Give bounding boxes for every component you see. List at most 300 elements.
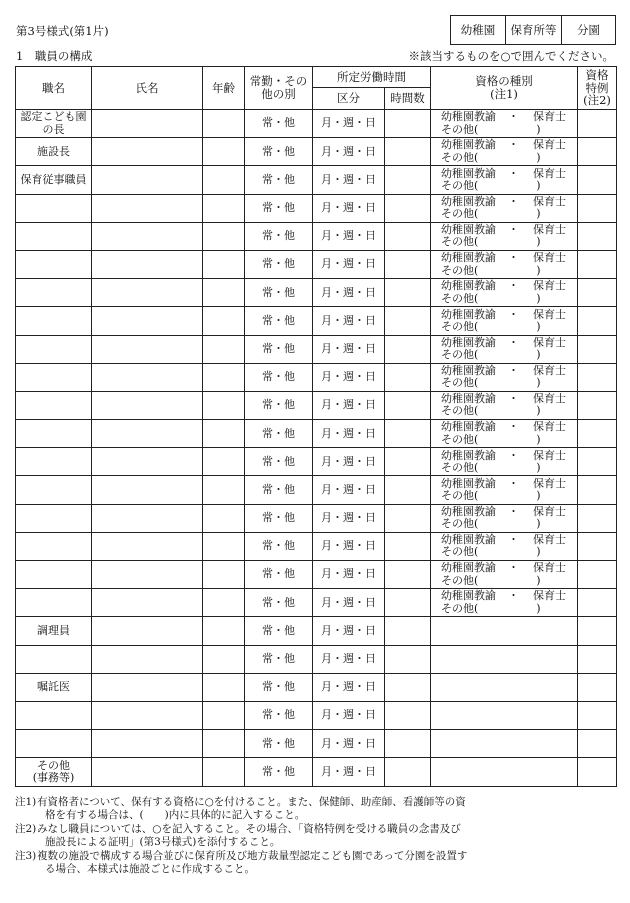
qual-special-cell[interactable] — [578, 758, 617, 786]
role-cell[interactable] — [16, 222, 92, 250]
period-cell[interactable]: 月・週・日 — [313, 110, 385, 138]
name-cell[interactable] — [92, 476, 203, 504]
role-cell[interactable] — [16, 730, 92, 758]
name-cell[interactable] — [92, 110, 203, 138]
age-cell[interactable] — [203, 476, 245, 504]
table-row — [16, 617, 617, 645]
name-cell[interactable] — [92, 279, 203, 307]
qual-kindergarten-teacher: 幼稚園教諭 — [441, 251, 496, 265]
qualification-cell[interactable] — [431, 673, 578, 701]
qual-kindergarten-teacher: 幼稚園教諭 — [441, 138, 496, 152]
name-cell[interactable] — [92, 673, 203, 701]
table-row — [16, 335, 617, 363]
qual-other-open: その他( — [441, 517, 479, 531]
qualification-cell[interactable] — [431, 166, 578, 194]
age-cell[interactable] — [203, 504, 245, 532]
qual-line2 — [441, 265, 577, 277]
role-cell[interactable] — [16, 335, 92, 363]
hours-count-cell[interactable] — [385, 335, 431, 363]
qual-special-cell[interactable] — [578, 532, 617, 560]
employment-cell[interactable]: 常・他 — [245, 307, 313, 335]
form-title: 第3号様式(第1片) — [16, 24, 109, 38]
type-option-kindergarten[interactable]: 幼稚園 — [451, 16, 506, 45]
age-cell[interactable] — [203, 166, 245, 194]
period-cell[interactable]: 月・週・日 — [313, 448, 385, 476]
name-cell[interactable] — [92, 561, 203, 589]
header-qual-type — [431, 67, 578, 110]
qual-separator: ・ — [508, 194, 519, 208]
employment-cell[interactable]: 常・他 — [245, 476, 313, 504]
age-cell[interactable] — [203, 561, 245, 589]
qual-kindergarten-teacher: 幼稚園教諭 — [441, 166, 496, 180]
name-cell[interactable] — [92, 645, 203, 673]
table-row — [16, 532, 617, 560]
table-row — [16, 448, 617, 476]
qualification-cell[interactable] — [431, 279, 578, 307]
qual-separator: ・ — [508, 504, 519, 518]
age-cell[interactable] — [203, 730, 245, 758]
table-row — [16, 673, 617, 701]
qual-other-open: その他( — [441, 601, 479, 615]
qual-childcare-worker: 保育士 — [533, 363, 566, 377]
qual-separator: ・ — [508, 138, 519, 152]
qual-childcare-worker: 保育士 — [533, 420, 566, 434]
hours-count-cell[interactable] — [385, 730, 431, 758]
role-cell[interactable] — [16, 250, 92, 278]
period-cell[interactable]: 月・週・日 — [313, 701, 385, 729]
qual-line2 — [441, 434, 577, 446]
age-cell[interactable] — [203, 673, 245, 701]
role-cell[interactable] — [16, 420, 92, 448]
qual-childcare-worker: 保育士 — [533, 223, 566, 237]
header-qual-special-line1: 資格 — [585, 67, 609, 82]
employment-cell[interactable]: 常・他 — [245, 758, 313, 786]
role-cell[interactable] — [16, 645, 92, 673]
qualification-cell[interactable] — [431, 476, 578, 504]
qualification-cell[interactable] — [431, 448, 578, 476]
qual-childcare-worker: 保育士 — [533, 448, 566, 462]
period-cell[interactable]: 月・週・日 — [313, 673, 385, 701]
note-2-line1: みなし職員については、○を記入すること。その場合、「資格特例を受ける職員の念書及び — [37, 822, 461, 835]
name-cell[interactable] — [92, 250, 203, 278]
hours-count-cell[interactable] — [385, 420, 431, 448]
qual-special-cell[interactable] — [578, 194, 617, 222]
qual-other-close: ) — [536, 122, 541, 136]
qual-special-cell[interactable] — [578, 279, 617, 307]
qual-line2 — [441, 518, 577, 530]
type-option-nursery[interactable]: 保育所等 — [506, 16, 562, 45]
qualification-cell[interactable] — [431, 138, 578, 166]
qualification-cell[interactable] — [431, 363, 578, 391]
employment-cell[interactable]: 常・他 — [245, 589, 313, 617]
qual-childcare-worker: 保育士 — [533, 533, 566, 547]
table-row — [16, 730, 617, 758]
period-cell[interactable]: 月・週・日 — [313, 589, 385, 617]
age-cell[interactable] — [203, 222, 245, 250]
qualification-cell[interactable] — [431, 617, 578, 645]
qual-special-cell[interactable] — [578, 561, 617, 589]
hours-count-cell[interactable] — [385, 758, 431, 786]
hours-count-cell[interactable] — [385, 476, 431, 504]
note-2-mark: 注2) — [15, 822, 37, 835]
name-cell[interactable] — [92, 194, 203, 222]
qual-childcare-worker: 保育士 — [533, 279, 566, 293]
note-1-line1: 有資格者について、保有する資格に○を付けること。また、保健師、助産師、看護師等の資 — [37, 796, 466, 808]
qual-childcare-worker: 保育士 — [533, 504, 566, 518]
hours-count-cell[interactable] — [385, 166, 431, 194]
employment-cell[interactable]: 常・他 — [245, 391, 313, 419]
qual-line2 — [441, 124, 577, 136]
qual-special-cell[interactable] — [578, 701, 617, 729]
qual-separator: ・ — [508, 476, 519, 490]
qual-other-open: その他( — [441, 460, 479, 474]
name-cell[interactable] — [92, 504, 203, 532]
qualification-cell[interactable] — [431, 391, 578, 419]
hours-count-cell[interactable] — [385, 645, 431, 673]
qual-childcare-worker: 保育士 — [533, 335, 566, 349]
employment-cell[interactable]: 常・他 — [245, 532, 313, 560]
hours-count-cell[interactable] — [385, 589, 431, 617]
hours-count-cell[interactable] — [385, 110, 431, 138]
age-cell[interactable] — [203, 448, 245, 476]
qual-kindergarten-teacher: 幼稚園教諭 — [441, 363, 496, 377]
qual-kindergarten-teacher: 幼稚園教諭 — [441, 504, 496, 518]
qualification-cell[interactable] — [431, 250, 578, 278]
qualification-cell[interactable] — [431, 758, 578, 786]
qualification-cell[interactable] — [431, 110, 578, 138]
age-cell[interactable] — [203, 194, 245, 222]
qual-special-cell[interactable] — [578, 391, 617, 419]
qual-separator: ・ — [508, 307, 519, 321]
qualification-cell[interactable] — [431, 307, 578, 335]
qual-other-open: その他( — [441, 319, 479, 333]
type-option-branch[interactable]: 分園 — [562, 16, 616, 45]
section-title: 1 職員の構成 — [16, 49, 93, 63]
name-cell[interactable] — [92, 448, 203, 476]
role-line2: の長 — [42, 122, 65, 136]
hours-count-cell[interactable] — [385, 194, 431, 222]
role-cell[interactable] — [16, 701, 92, 729]
period-cell[interactable]: 月・週・日 — [313, 222, 385, 250]
header-qual-special-line3: (注2) — [583, 93, 611, 108]
name-cell[interactable] — [92, 307, 203, 335]
period-cell[interactable]: 月・週・日 — [313, 532, 385, 560]
period-cell[interactable]: 月・週・日 — [313, 420, 385, 448]
qual-special-cell[interactable] — [578, 250, 617, 278]
name-cell[interactable] — [92, 758, 203, 786]
name-cell[interactable] — [92, 532, 203, 560]
qual-line2 — [441, 208, 577, 220]
role-cell[interactable] — [16, 476, 92, 504]
period-cell[interactable]: 月・週・日 — [313, 561, 385, 589]
qual-special-cell[interactable] — [578, 589, 617, 617]
qual-special-cell[interactable] — [578, 645, 617, 673]
role-line1: 調理員 — [37, 623, 70, 637]
employment-cell[interactable]: 常・他 — [245, 222, 313, 250]
period-cell[interactable]: 月・週・日 — [313, 250, 385, 278]
employment-cell[interactable]: 常・他 — [245, 701, 313, 729]
role-cell[interactable] — [16, 673, 92, 701]
role-line1: 保育従事職員 — [20, 172, 87, 186]
role-cell[interactable] — [16, 110, 92, 138]
role-line1: 施設長 — [37, 144, 70, 158]
age-cell[interactable] — [203, 645, 245, 673]
hours-count-cell[interactable] — [385, 222, 431, 250]
qual-separator: ・ — [508, 448, 519, 462]
qual-other-open: その他( — [441, 545, 479, 559]
qual-other-close: ) — [536, 263, 541, 277]
period-cell[interactable]: 月・週・日 — [313, 307, 385, 335]
name-cell[interactable] — [92, 589, 203, 617]
qual-special-cell[interactable] — [578, 504, 617, 532]
age-cell[interactable] — [203, 250, 245, 278]
qualification-cell[interactable] — [431, 222, 578, 250]
qual-other-close: ) — [536, 460, 541, 474]
age-cell[interactable] — [203, 617, 245, 645]
qual-special-cell[interactable] — [578, 138, 617, 166]
header-qual-special — [578, 67, 617, 110]
instruction-text: ※該当するものを○で囲んでください。 — [408, 49, 614, 63]
name-cell[interactable] — [92, 617, 203, 645]
qualification-cell[interactable] — [431, 194, 578, 222]
period-cell[interactable]: 月・週・日 — [313, 391, 385, 419]
qualification-cell[interactable] — [431, 730, 578, 758]
qual-other-open: その他( — [441, 432, 479, 446]
qual-special-cell[interactable] — [578, 420, 617, 448]
qualification-cell[interactable] — [431, 532, 578, 560]
hours-count-cell[interactable] — [385, 250, 431, 278]
note-1-mark: 注1) — [15, 796, 37, 808]
hours-count-cell[interactable] — [385, 279, 431, 307]
header-hours-count: 時間数 — [385, 88, 431, 110]
hours-count-cell[interactable] — [385, 673, 431, 701]
qual-special-cell[interactable] — [578, 335, 617, 363]
qual-other-close: ) — [536, 489, 541, 503]
hours-count-cell[interactable] — [385, 701, 431, 729]
hours-count-cell[interactable] — [385, 532, 431, 560]
qualification-cell[interactable] — [431, 589, 578, 617]
qual-special-cell[interactable] — [578, 307, 617, 335]
employment-cell[interactable]: 常・他 — [245, 673, 313, 701]
qual-other-close: ) — [536, 207, 541, 221]
qual-special-cell[interactable] — [578, 617, 617, 645]
hours-count-cell[interactable] — [385, 561, 431, 589]
age-cell[interactable] — [203, 589, 245, 617]
qual-kindergarten-teacher: 幼稚園教諭 — [441, 194, 496, 208]
age-cell[interactable] — [203, 279, 245, 307]
employment-cell[interactable]: 常・他 — [245, 138, 313, 166]
role-cell[interactable] — [16, 448, 92, 476]
age-cell[interactable] — [203, 138, 245, 166]
qual-other-close: ) — [536, 517, 541, 531]
name-cell[interactable] — [92, 420, 203, 448]
name-cell[interactable] — [92, 222, 203, 250]
role-cell[interactable] — [16, 194, 92, 222]
qual-special-cell[interactable] — [578, 166, 617, 194]
qualification-cell[interactable] — [431, 645, 578, 673]
role-cell[interactable] — [16, 363, 92, 391]
note-2 — [15, 823, 615, 850]
employment-cell[interactable]: 常・他 — [245, 730, 313, 758]
role-cell[interactable] — [16, 166, 92, 194]
period-cell[interactable]: 月・週・日 — [313, 138, 385, 166]
employment-cell[interactable]: 常・他 — [245, 504, 313, 532]
hours-count-cell[interactable] — [385, 138, 431, 166]
name-cell[interactable] — [92, 363, 203, 391]
qualification-cell[interactable] — [431, 420, 578, 448]
period-cell[interactable]: 月・週・日 — [313, 166, 385, 194]
role-cell[interactable] — [16, 138, 92, 166]
role-cell[interactable] — [16, 279, 92, 307]
qual-special-cell[interactable] — [578, 222, 617, 250]
facility-type-box — [450, 15, 616, 45]
age-cell[interactable] — [203, 391, 245, 419]
employment-cell[interactable]: 常・他 — [245, 448, 313, 476]
role-cell[interactable] — [16, 532, 92, 560]
qual-special-cell[interactable] — [578, 363, 617, 391]
qual-other-close: ) — [536, 348, 541, 362]
qual-childcare-worker: 保育士 — [533, 194, 566, 208]
table-row — [16, 420, 617, 448]
table-row — [16, 645, 617, 673]
qualification-cell[interactable] — [431, 504, 578, 532]
employment-cell[interactable]: 常・他 — [245, 617, 313, 645]
age-cell[interactable] — [203, 335, 245, 363]
age-cell[interactable] — [203, 110, 245, 138]
hours-count-cell[interactable] — [385, 448, 431, 476]
period-cell[interactable]: 月・週・日 — [313, 617, 385, 645]
qual-childcare-worker: 保育士 — [533, 138, 566, 152]
qual-kindergarten-teacher: 幼稚園教諭 — [441, 223, 496, 237]
name-cell[interactable] — [92, 391, 203, 419]
employment-cell[interactable]: 常・他 — [245, 250, 313, 278]
hours-count-cell[interactable] — [385, 504, 431, 532]
table-row — [16, 504, 617, 532]
header-qual-special-line2: 特例 — [585, 80, 609, 95]
qual-other-open: その他( — [441, 573, 479, 587]
period-cell[interactable]: 月・週・日 — [313, 758, 385, 786]
employment-cell[interactable]: 常・他 — [245, 110, 313, 138]
name-cell[interactable] — [92, 138, 203, 166]
age-cell[interactable] — [203, 363, 245, 391]
qual-kindergarten-teacher: 幼稚園教諭 — [441, 589, 496, 603]
header-employment-line1: 常勤・その — [249, 74, 308, 89]
employment-cell[interactable]: 常・他 — [245, 645, 313, 673]
name-cell[interactable] — [92, 701, 203, 729]
qual-separator: ・ — [508, 279, 519, 293]
hours-count-cell[interactable] — [385, 617, 431, 645]
period-cell[interactable]: 月・週・日 — [313, 194, 385, 222]
qual-kindergarten-teacher: 幼稚園教諭 — [441, 307, 496, 321]
qual-other-close: ) — [536, 601, 541, 615]
table-row — [16, 561, 617, 589]
role-cell[interactable] — [16, 391, 92, 419]
employment-cell[interactable]: 常・他 — [245, 194, 313, 222]
qual-other-close: ) — [536, 150, 541, 164]
qualification-cell[interactable] — [431, 701, 578, 729]
table-row — [16, 222, 617, 250]
role-cell[interactable] — [16, 617, 92, 645]
employment-cell[interactable]: 常・他 — [245, 561, 313, 589]
note-3-line2: る場合、本様式は施設ごとに作成すること。 — [45, 863, 255, 876]
qual-line2 — [441, 152, 577, 164]
age-cell[interactable] — [203, 307, 245, 335]
qualification-cell[interactable] — [431, 561, 578, 589]
period-cell[interactable]: 月・週・日 — [313, 476, 385, 504]
note-1-line2: 格を有する場合は、( )内に具体的に記入すること。 — [45, 809, 306, 822]
period-cell[interactable]: 月・週・日 — [313, 730, 385, 758]
role-cell[interactable] — [16, 307, 92, 335]
period-cell[interactable]: 月・週・日 — [313, 363, 385, 391]
age-cell[interactable] — [203, 701, 245, 729]
hours-count-cell[interactable] — [385, 363, 431, 391]
age-cell[interactable] — [203, 532, 245, 560]
qual-kindergarten-teacher: 幼稚園教諭 — [441, 476, 496, 490]
qual-line2 — [441, 405, 577, 417]
period-cell[interactable]: 月・週・日 — [313, 645, 385, 673]
qual-special-cell[interactable] — [578, 673, 617, 701]
qual-other-close: ) — [536, 291, 541, 305]
employment-cell[interactable]: 常・他 — [245, 420, 313, 448]
age-cell[interactable] — [203, 758, 245, 786]
role-cell[interactable] — [16, 758, 92, 786]
hours-count-cell[interactable] — [385, 307, 431, 335]
qual-other-close: ) — [536, 404, 541, 418]
name-cell[interactable] — [92, 166, 203, 194]
qual-line2 — [441, 293, 577, 305]
qual-line2 — [441, 462, 577, 474]
note-1 — [15, 796, 615, 823]
age-cell[interactable] — [203, 420, 245, 448]
qual-special-cell[interactable] — [578, 730, 617, 758]
qual-other-close: ) — [536, 235, 541, 249]
role-cell[interactable] — [16, 561, 92, 589]
qual-kindergarten-teacher: 幼稚園教諭 — [441, 392, 496, 406]
period-cell[interactable]: 月・週・日 — [313, 335, 385, 363]
employment-cell[interactable]: 常・他 — [245, 279, 313, 307]
qual-special-cell[interactable] — [578, 448, 617, 476]
table-row — [16, 307, 617, 335]
role-cell[interactable] — [16, 504, 92, 532]
hours-count-cell[interactable] — [385, 391, 431, 419]
name-cell[interactable] — [92, 335, 203, 363]
table-row — [16, 363, 617, 391]
period-cell[interactable]: 月・週・日 — [313, 504, 385, 532]
qual-line2 — [441, 377, 577, 389]
header-name: 氏名 — [92, 67, 203, 110]
qual-other-open: その他( — [441, 291, 479, 305]
header-employment — [245, 67, 313, 110]
qualification-cell[interactable] — [431, 335, 578, 363]
table-row — [16, 279, 617, 307]
table-row — [16, 476, 617, 504]
qual-other-close: ) — [536, 432, 541, 446]
qual-special-cell[interactable] — [578, 110, 617, 138]
qual-special-cell[interactable] — [578, 476, 617, 504]
role-line1: 嘱託医 — [37, 680, 70, 694]
employment-cell[interactable]: 常・他 — [245, 363, 313, 391]
qual-other-open: その他( — [441, 489, 479, 503]
role-cell[interactable] — [16, 589, 92, 617]
qual-line2 — [441, 236, 577, 248]
employment-cell[interactable]: 常・他 — [245, 166, 313, 194]
period-cell[interactable]: 月・週・日 — [313, 279, 385, 307]
qual-other-close: ) — [536, 376, 541, 390]
name-cell[interactable] — [92, 730, 203, 758]
role-line1: その他 — [37, 758, 70, 772]
employment-cell[interactable]: 常・他 — [245, 335, 313, 363]
notes — [15, 796, 615, 877]
